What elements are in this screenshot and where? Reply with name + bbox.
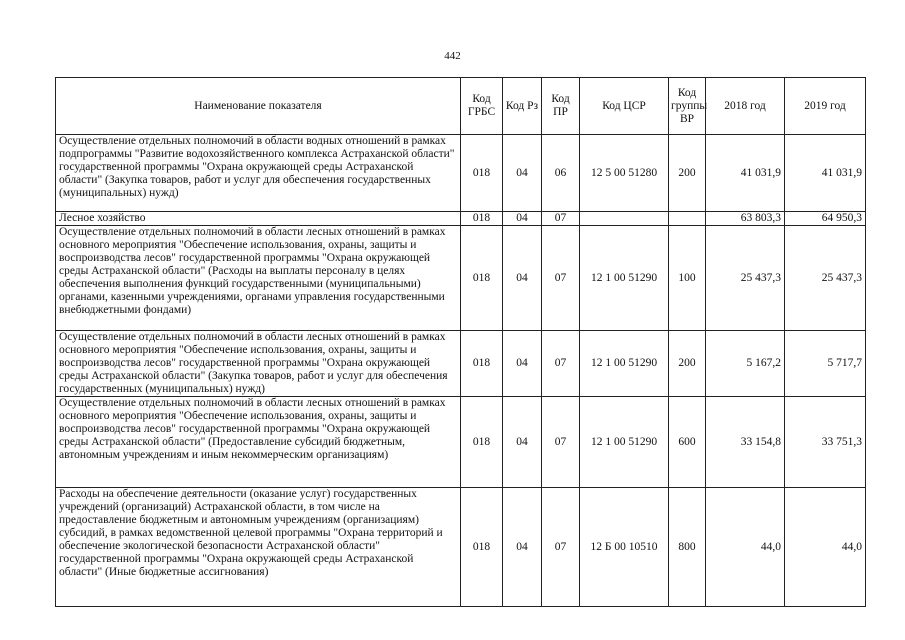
row-rz: 04	[503, 135, 542, 212]
row-csr: 12 Б 00 10510	[580, 488, 669, 607]
header-rz: Код Рз	[503, 78, 542, 135]
row-2019: 25 437,3	[785, 226, 866, 331]
row-pr: 07	[542, 397, 580, 488]
row-name: Осуществление отдельных полномочий в области водных отношений в рамках подпрограммы "Развитие водохозяйственного комплекса Астраханской области" государственной программы "Охрана окружающей среды Астраханской области" (Закупка товаров, работ и услуг для обеспечения государственных (муниципальных) нужд)	[56, 135, 461, 212]
row-vr: 800	[669, 488, 706, 607]
row-grbs: 018	[461, 397, 503, 488]
row-2018: 63 803,3	[706, 212, 785, 226]
header-pr: Код ПР	[542, 78, 580, 135]
row-rz: 04	[503, 212, 542, 226]
row-vr: 200	[669, 135, 706, 212]
row-grbs: 018	[461, 212, 503, 226]
row-2019: 5 717,7	[785, 331, 866, 397]
budget-table	[55, 77, 866, 607]
row-pr: 07	[542, 226, 580, 331]
row-2018: 33 154,8	[706, 397, 785, 488]
row-pr: 07	[542, 488, 580, 607]
header-grbs: Код ГРБС	[461, 78, 503, 135]
row-rz: 04	[503, 226, 542, 331]
table-row	[56, 226, 866, 331]
table-row	[56, 397, 866, 488]
row-2018: 41 031,9	[706, 135, 785, 212]
row-name: Осуществление отдельных полномочий в области лесных отношений в рамках основного мероприятия "Обеспечение использования, охраны, защиты и воспроизводства лесов" государственной программы "Охрана окружающей среды Астраханской области" (Предоставление субсидий бюджетным, автономным учреждениям и иным некоммерческим организациям)	[56, 397, 461, 488]
row-csr	[580, 212, 669, 226]
row-vr: 100	[669, 226, 706, 331]
page-number: 442	[444, 50, 461, 62]
row-2018: 25 437,3	[706, 226, 785, 331]
row-vr: 200	[669, 331, 706, 397]
header-vr: Код группы ВР	[669, 78, 706, 135]
row-2019: 41 031,9	[785, 135, 866, 212]
row-pr: 06	[542, 135, 580, 212]
row-grbs: 018	[461, 488, 503, 607]
header-csr: Код ЦСР	[580, 78, 669, 135]
table-row	[56, 488, 866, 607]
row-grbs: 018	[461, 135, 503, 212]
row-grbs: 018	[461, 331, 503, 397]
row-rz: 04	[503, 397, 542, 488]
table-row	[56, 135, 866, 212]
row-name: Осуществление отдельных полномочий в области лесных отношений в рамках основного мероприятия "Обеспечение использования, охраны, защиты и воспроизводства лесов" государственной программы "Охрана окружающей среды Астраханской области" (Расходы на выплаты персоналу в целях обеспечения выполнения функций государственными (муниципальными) органами, казенными учреждениями, органами управления государственными внебюджетными фондами)	[56, 226, 461, 331]
row-name: Осуществление отдельных полномочий в области лесных отношений в рамках основного мероприятия "Обеспечение использования, охраны, защиты и воспроизводства лесов" государственной программы "Охрана окружающей среды Астраханской области" (Закупка товаров, работ и услуг для обеспечения государственных (муниципальных) нужд)	[56, 331, 461, 397]
header-2018: 2018 год	[706, 78, 785, 135]
header-row	[56, 78, 866, 135]
row-pr: 07	[542, 331, 580, 397]
row-pr: 07	[542, 212, 580, 226]
row-2019: 44,0	[785, 488, 866, 607]
row-2018: 44,0	[706, 488, 785, 607]
row-2019: 64 950,3	[785, 212, 866, 226]
row-csr: 12 1 00 51290	[580, 226, 669, 331]
row-vr: 600	[669, 397, 706, 488]
row-name: Лесное хозяйство	[56, 212, 461, 226]
table-row	[56, 212, 866, 226]
table-row	[56, 331, 866, 397]
row-2018: 5 167,2	[706, 331, 785, 397]
row-csr: 12 5 00 51280	[580, 135, 669, 212]
row-vr	[669, 212, 706, 226]
header-2019: 2019 год	[785, 78, 866, 135]
row-grbs: 018	[461, 226, 503, 331]
row-2019: 33 751,3	[785, 397, 866, 488]
header-name: Наименование показателя	[56, 78, 461, 135]
row-rz: 04	[503, 331, 542, 397]
row-csr: 12 1 00 51290	[580, 331, 669, 397]
row-rz: 04	[503, 488, 542, 607]
row-name: Расходы на обеспечение деятельности (оказание услуг) государственных учреждений (организаций) Астраханской области, в том числе на предоставление бюджетным и автономным учреждениям (организациям) субсидий, в рамках ведомственной целевой программы "Охрана территорий и обеспечение экологической безопасности Астраханской области" государственной программы "Охрана окружающей среды Астраханской области" (Иные бюджетные ассигнования)	[56, 488, 461, 607]
row-csr: 12 1 00 51290	[580, 397, 669, 488]
